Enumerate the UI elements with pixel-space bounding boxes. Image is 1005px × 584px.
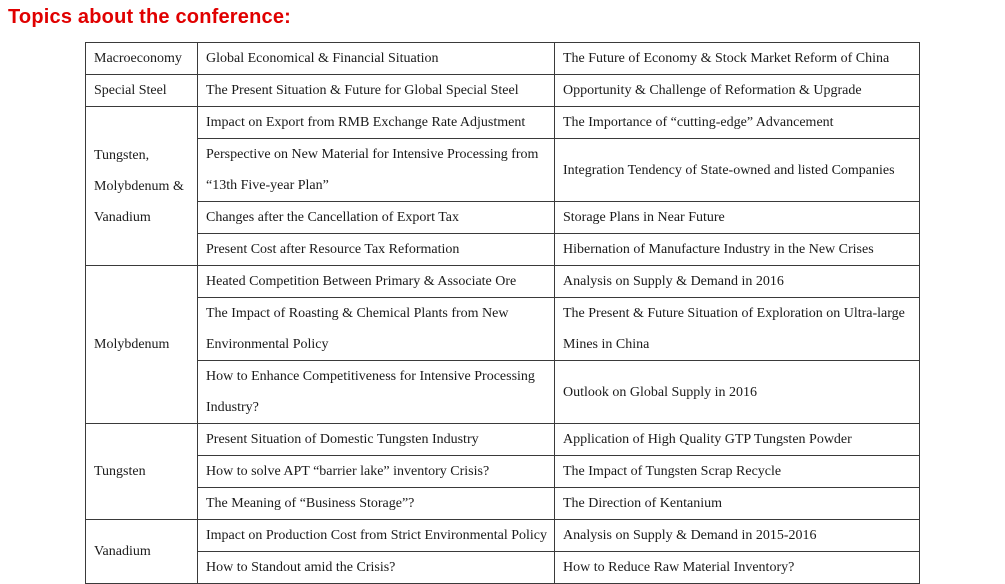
table-row — [86, 234, 920, 266]
topic-cell: Global Economical & Financial Situation — [198, 43, 555, 75]
topic-line: The Present & Future Situation of Exploration on Ultra-large — [563, 306, 905, 321]
topic-cell: The Impact of Tungsten Scrap Recycle — [555, 456, 920, 488]
topic-cell: Analysis on Supply & Demand in 2015-2016 — [555, 520, 920, 552]
category-line: Vanadium — [94, 209, 151, 225]
topic-cell: Analysis on Supply & Demand in 2016 — [555, 266, 920, 298]
topic-cell: Opportunity & Challenge of Reformation & Upgrade — [555, 75, 920, 107]
topic-cell: Impact on Export from RMB Exchange Rate Adjustment — [198, 107, 555, 139]
table-row — [86, 139, 920, 202]
topic-cell: The Importance of “cutting-edge” Advancement — [555, 107, 920, 139]
table-row — [86, 552, 920, 584]
topic-cell — [555, 298, 920, 361]
topic-cell: The Future of Economy & Stock Market Reform of China — [555, 43, 920, 75]
table-row — [86, 75, 920, 107]
topic-cell: Present Situation of Domestic Tungsten Industry — [198, 424, 555, 456]
topic-cell: Changes after the Cancellation of Export Tax — [198, 202, 555, 234]
table-row — [86, 266, 920, 298]
topic-line: Environmental Policy — [206, 337, 329, 352]
topic-cell: Hibernation of Manufacture Industry in the New Crises — [555, 234, 920, 266]
topic-cell: Integration Tendency of State-owned and listed Companies — [555, 139, 920, 202]
topic-cell — [198, 298, 555, 361]
topic-cell: Application of High Quality GTP Tungsten Powder — [555, 424, 920, 456]
category-special-steel: Special Steel — [86, 75, 198, 107]
table-row — [86, 202, 920, 234]
category-line: Tungsten, — [94, 147, 150, 163]
table-row — [86, 488, 920, 520]
topic-cell: How to Standout amid the Crisis? — [198, 552, 555, 584]
table-row — [86, 43, 920, 75]
category-molybdenum: Molybdenum — [86, 266, 198, 424]
category-tungsten-molybdenum-vanadium — [86, 107, 198, 266]
category-vanadium: Vanadium — [86, 520, 198, 584]
table-row — [86, 107, 920, 139]
topic-cell — [198, 361, 555, 424]
topic-cell: Storage Plans in Near Future — [555, 202, 920, 234]
topic-line: Perspective on New Material for Intensive Processing from — [206, 147, 539, 162]
category-line: Molybdenum & — [94, 178, 184, 194]
topic-cell: Heated Competition Between Primary & Associate Ore — [198, 266, 555, 298]
topic-line: The Impact of Roasting & Chemical Plants from New — [206, 306, 509, 321]
category-tungsten: Tungsten — [86, 424, 198, 520]
topic-line: Industry? — [206, 400, 259, 415]
page-heading: Topics about the conference: — [8, 6, 292, 28]
topic-cell: Outlook on Global Supply in 2016 — [555, 361, 920, 424]
table-row — [86, 520, 920, 552]
table-row — [86, 456, 920, 488]
topic-line: How to Enhance Competitiveness for Intensive Processing — [206, 369, 535, 384]
topic-cell: How to solve APT “barrier lake” inventory Crisis? — [198, 456, 555, 488]
topic-cell: Present Cost after Resource Tax Reformation — [198, 234, 555, 266]
category-macroeconomy: Macroeconomy — [86, 43, 198, 75]
topic-cell — [198, 139, 555, 202]
topic-line: “13th Five-year Plan” — [206, 178, 329, 193]
topic-cell: The Direction of Kentanium — [555, 488, 920, 520]
topic-cell: Impact on Production Cost from Strict Environmental Policy — [198, 520, 555, 552]
topic-cell: The Present Situation & Future for Global Special Steel — [198, 75, 555, 107]
table-row — [86, 298, 920, 361]
table-row — [86, 361, 920, 424]
topic-cell: The Meaning of “Business Storage”? — [198, 488, 555, 520]
topics-table — [85, 42, 920, 584]
topic-line: Mines in China — [563, 337, 650, 352]
table-row — [86, 424, 920, 456]
topic-cell: How to Reduce Raw Material Inventory? — [555, 552, 920, 584]
